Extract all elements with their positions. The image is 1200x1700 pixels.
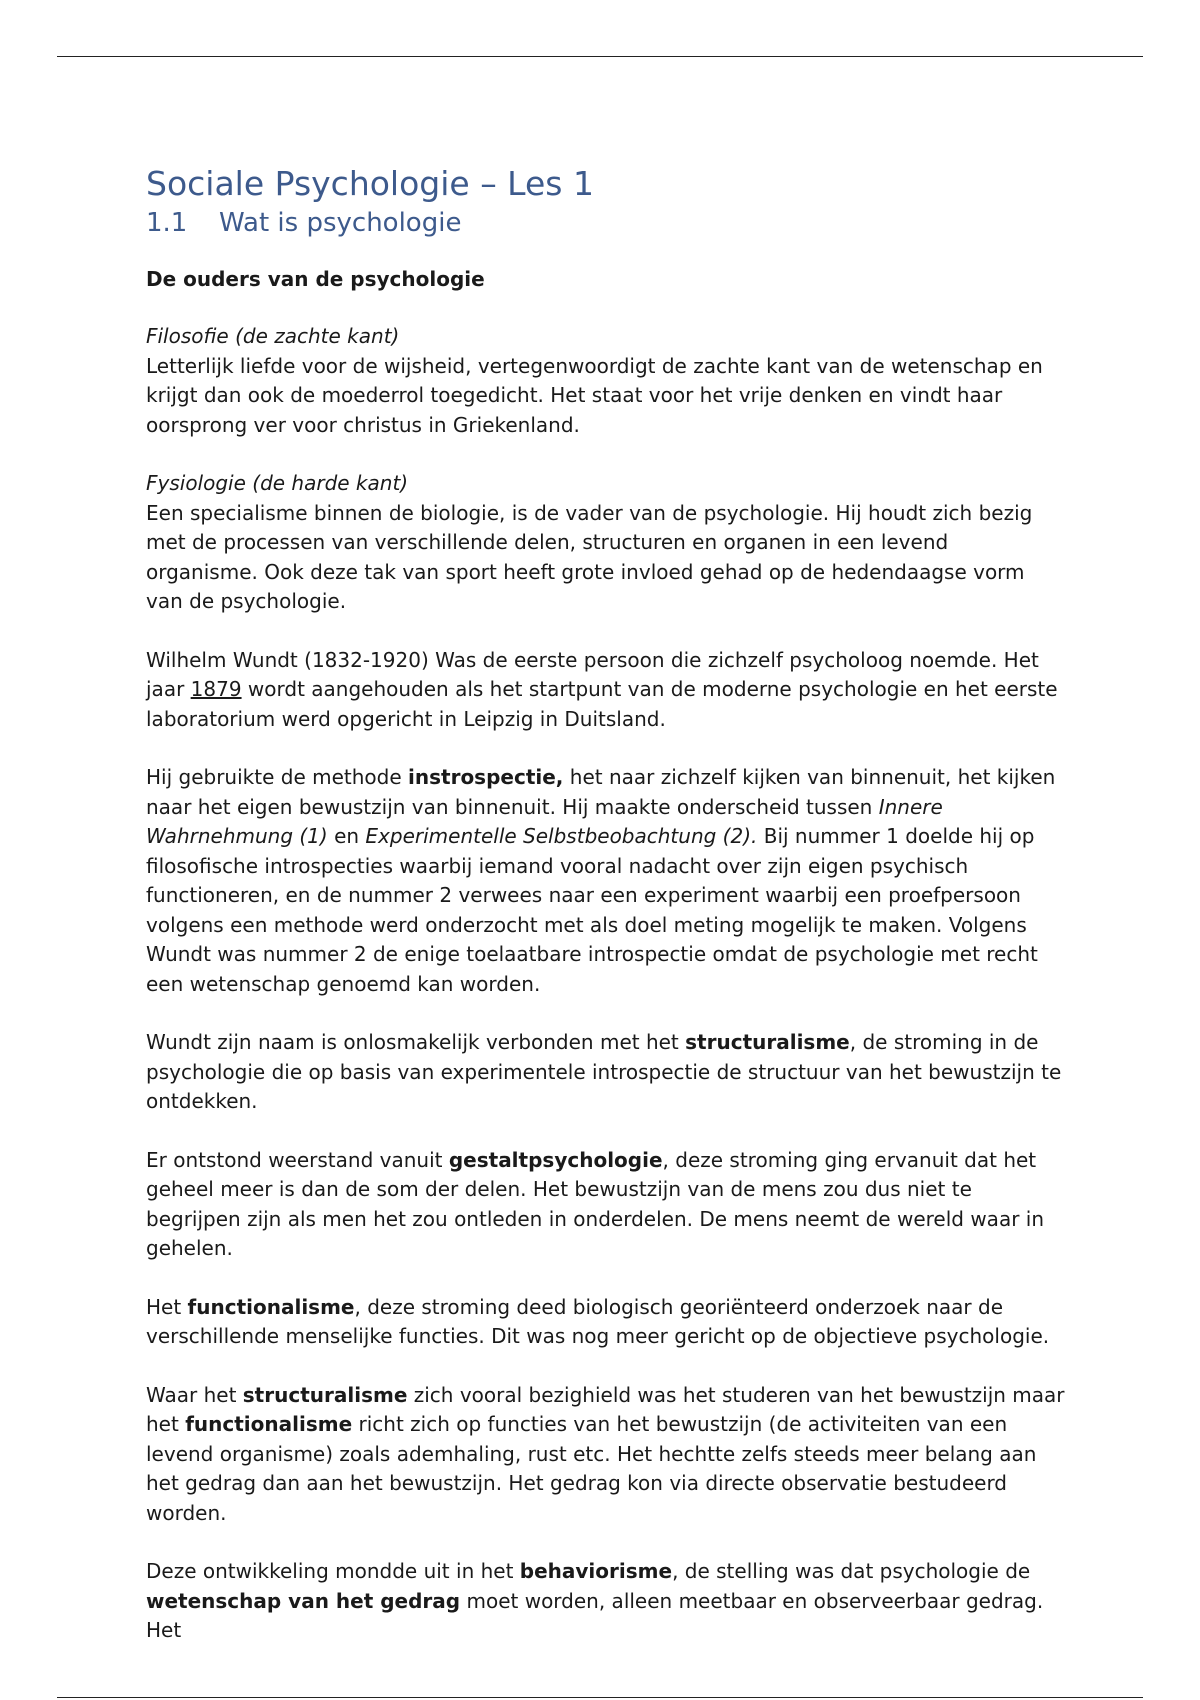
- vergelijking-text-3: richt zich op functies van het bewustzijn (de activiteiten van een levend organisme) zoals ademhaling, rust etc. Het hechtte zelfs steeds meer belang aan het gedrag dan aan het bewustzijn. Het gedrag kon via directe observatie bestudeerd worden.: [146, 1412, 1037, 1525]
- structuralisme-text-2: , de stroming in de psychologie die op basis van experimentele introspectie de structuur van het bewustzijn te ontdekken.: [146, 1030, 1062, 1113]
- functionalisme-term: functionalisme: [187, 1294, 355, 1319]
- document-page: [146, 162, 1066, 1675]
- paragraph-structuralisme: [146, 1028, 1066, 1117]
- wundt-year: 1879: [190, 677, 242, 701]
- structuralisme-text-1: Wundt zijn naam is onlosmakelijk verbonden met het: [146, 1030, 686, 1054]
- paragraph-behaviorisme: [146, 1557, 1066, 1646]
- behaviorisme-text-3: moet worden, alleen meetbaar en observeerbaar gedrag. Het: [146, 1588, 1044, 1642]
- gestalt-term: gestaltpsychologie: [448, 1147, 663, 1172]
- introspectie-text-2: het naar zichzelf kijken van binnenuit, het kijken naar het eigen bewustzijn van binnenuit. Hij maakte onderscheid tussen: [146, 765, 1056, 819]
- vergelijking-term-1: structuralisme: [242, 1382, 408, 1407]
- paragraph-introspectie: [146, 763, 1066, 999]
- structuralisme-term: structuralisme: [685, 1030, 850, 1054]
- paragraph-filosofie: [146, 322, 1066, 440]
- introspectie-text-3: en: [327, 824, 366, 848]
- behaviorisme-text-2: , de stelling was dat psychologie de: [672, 1559, 1031, 1583]
- wundt-text-1: Wilhelm Wundt (1832-1920) Was de eerste persoon die zichzelf psycholoog noemde. Het jaar: [146, 647, 1039, 701]
- wundt-text-2: wordt aangehouden als het startpunt van de moderne psychologie en het eerste laboratorium werd opgericht in Leipzig in Duitsland.: [146, 677, 1058, 731]
- paragraph-fysiologie: [146, 469, 1066, 617]
- introspectie-text-4: Bij nummer 1 doelde hij op filosofische introspecties waarbij iemand vooral nadacht over zijn eigen psychisch functioneren, en de nummer 2 verwees naar een experiment waarbij een proefpersoon volgens een methode werd onderzocht met als doel meting mogelijk te maken. Volgens Wundt was nummer 2 de enige toelaatbare introspectie omdat de psychologie met recht een wetenschap genoemd kan worden.: [146, 824, 1038, 996]
- document-title: Sociale Psychologie – Les 1: [146, 164, 594, 203]
- functionalisme-text-1: Het: [146, 1294, 188, 1319]
- gestalt-text-1: Er ontstond weerstand vanuit: [146, 1147, 449, 1172]
- paragraph-wundt: [146, 646, 1066, 735]
- paragraph-vergelijking: [146, 1381, 1066, 1529]
- gestalt-text-2: , deze stroming ging ervanuit dat het geheel meer is dan de som der delen. Het bewustzijn van de mens zou dus niet te begrijpen zijn als men het zou ontleden in onderdelen. De mens neemt de wereld waar in gehelen.: [146, 1147, 1045, 1260]
- section-heading-1-1: [146, 206, 1066, 240]
- experimentelle-selbstbeobachtung: Experimentelle Selbstbeobachtung (2).: [365, 824, 758, 848]
- paragraph-gestalt: [146, 1146, 1066, 1264]
- functionalisme-text-2: , deze stroming deed biologisch georiënteerd onderzoek naar de verschillende menselijke functies. Dit was nog meer gericht op de objectieve psychologie.: [146, 1294, 1050, 1348]
- bottom-rule: [57, 1697, 1143, 1698]
- behaviorisme-text-1: Deze ontwikkeling mondde uit in het: [146, 1559, 520, 1583]
- introspectie-text-1: Hij gebruikte de methode: [146, 765, 409, 789]
- section-title: Wat is psychologie: [219, 208, 462, 238]
- vergelijking-term-2: functionalisme: [185, 1412, 353, 1436]
- vergelijking-text-1: Waar het: [146, 1382, 243, 1407]
- vergelijking-text-2: zich vooral bezighield was het studeren van het bewustzijn maar het: [146, 1382, 1065, 1436]
- introspectie-term: instrospectie,: [408, 765, 564, 789]
- paragraph-functionalisme: [146, 1293, 1066, 1352]
- innere-wahrnehmung: Innere Wahrnehmung (1): [146, 794, 943, 848]
- text-fysiologie: Een specialisme binnen de biologie, is de vader van de psychologie. Hij houdt zich bezig met de processen van verschillende delen, structuren en organen in een levend organisme. Ook deze tak van sport heeft grote invloed gehad op de hedendaagse vorm van de psychologie.: [146, 500, 1033, 613]
- label-fysiologie: Fysiologie (de harde kant): [146, 471, 409, 495]
- section-number: 1.1: [146, 208, 188, 238]
- subheading-ouders: De ouders van de psychologie: [146, 267, 485, 291]
- text-filosofie: Letterlijk liefde voor de wijsheid, vertegenwoordigt de zachte kant van de wetenschap en krijgt dan ook de moederrol toegedicht. Het staat voor het vrije denken en vindt haar oorsprong ver voor christus in Griekenland.: [146, 353, 1043, 437]
- top-rule: [57, 56, 1143, 57]
- wetenschap-van-het-gedrag: wetenschap van het gedrag: [146, 1588, 461, 1613]
- label-filosofie: Filosofie (de zachte kant): [146, 324, 400, 348]
- behaviorisme-term: behaviorisme: [519, 1559, 673, 1583]
